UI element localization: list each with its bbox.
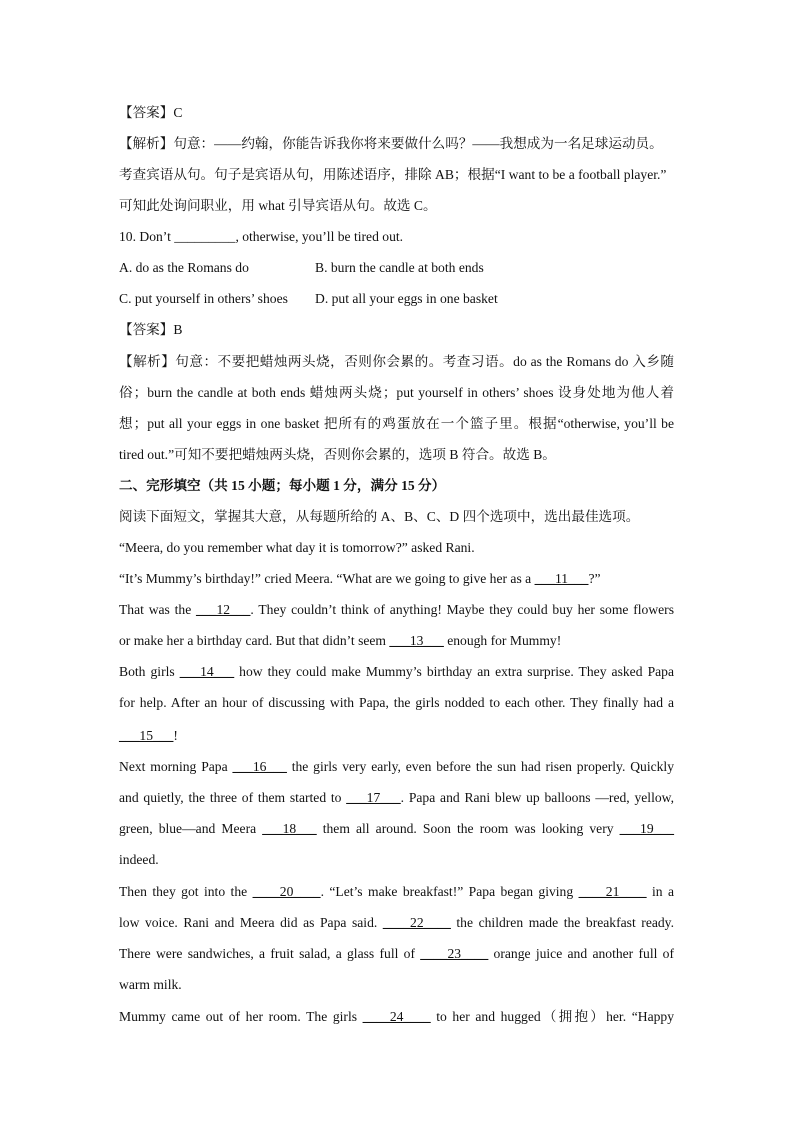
text: . Papa and Rani blew up balloons —red, yellow, (400, 790, 674, 805)
passage-line (119, 601, 674, 619)
text: Mummy came out of her room. The girls (119, 1009, 363, 1024)
text: and quietly, the three of them started to (119, 790, 347, 805)
text: them all around. Soon the room was looking very (316, 821, 620, 836)
answer-label-q9: 【答案】C (119, 105, 183, 120)
option-a: A. do as the Romans do (119, 260, 249, 275)
passage-line (119, 727, 178, 745)
passage-line (119, 758, 674, 776)
question-10-stem (119, 228, 403, 246)
passage-line (119, 789, 674, 807)
blank-23: ____23____ (420, 946, 489, 961)
section-instruction: 阅读下面短文，掌握其大意，从每题所给的 A、B、C、D 四个选项中，选出最佳选项。 (119, 509, 640, 524)
text: Next morning Papa (119, 759, 233, 774)
text: That was the (119, 602, 197, 617)
text: low voice. Rani and Meera did as Papa said. (119, 915, 383, 930)
text: . They couldn’t think of anything! Maybe they could buy her some flowers (250, 602, 674, 617)
option-b: B. burn the candle at both ends (315, 260, 484, 275)
section-title: 二、完形填空（共 15 小题；每小题 1 分，满分 15 分） (119, 478, 446, 493)
analysis-q9-line1: 【解析】句意：——约翰，你能告诉我你将来要做什么吗？——我想成为一名足球运动员。 (119, 136, 663, 151)
analysis-q10-line4: tired out.”可知不要把蜡烛两头烧，否则你会累的，选项 B 符合。故选 B。 (119, 447, 556, 462)
analysis-q9-line3: 可知此处询问职业，用 what 引导宾语从句。故选 C。 (119, 198, 437, 213)
blank-16: ___16___ (232, 759, 287, 774)
passage-line (119, 632, 561, 650)
text: Then they got into the (119, 884, 253, 899)
text: enough for Mummy! (443, 633, 562, 648)
passage-line: “Meera, do you remember what day it is tomorrow?” asked Rani. (119, 540, 475, 555)
answer-label-q10: 【答案】B (119, 322, 183, 337)
passage-line: warm milk. (119, 977, 182, 992)
passage-line (119, 570, 601, 588)
passage-line: for help. After an hour of discussing with Papa, the girls nodded to each other. They finally had a (119, 695, 674, 710)
analysis-q10-line1: 【解析】句意：不要把蜡烛两头烧，否则你会累的。考查习语。do as the Romans do 入乡随 (119, 354, 674, 369)
text: to her and hugged（拥抱）her. “Happy (430, 1009, 675, 1024)
option-d: D. put all your eggs in one basket (315, 291, 498, 306)
blank-20: ____20____ (252, 884, 321, 899)
text: the girls very early, even before the sun had risen properly. Quickly (286, 759, 674, 774)
option-c: C. put yourself in others’ shoes (119, 291, 288, 306)
blank-17: ___17___ (346, 790, 401, 805)
text: how they could make Mummy’s birthday an extra surprise. They asked Papa (234, 664, 674, 679)
passage-line: indeed. (119, 852, 159, 867)
blank-19: ___19___ (619, 821, 674, 836)
text: in a (646, 884, 675, 899)
text: . “Let’s make breakfast!” Papa began giving (320, 884, 579, 899)
passage-line (119, 1008, 674, 1026)
text: or make her a birthday card. But that didn’t seem (119, 633, 390, 648)
passage-line (119, 820, 674, 838)
text: There were sandwiches, a fruit salad, a glass full of (119, 946, 421, 961)
blank-24: ____24____ (362, 1009, 431, 1024)
passage-line (119, 914, 674, 932)
text: ! (173, 728, 178, 743)
analysis-q9-line2: 考查宾语从句。句子是宾语从句，用陈述语序，排除 AB；根据“I want to be a football player.” (119, 167, 667, 182)
text: ?” (588, 571, 601, 586)
blank-15: ___15___ (119, 728, 174, 743)
passage-line (119, 883, 674, 901)
stem-pre: 10. Don’t (119, 229, 175, 244)
blank-12: ___12___ (196, 602, 251, 617)
passage-line (119, 945, 674, 963)
blank: _________ (174, 229, 236, 244)
text: green, blue—and Meera (119, 821, 263, 836)
blank-21: ____21____ (578, 884, 647, 899)
stem-post: , otherwise, you’ll be tired out. (235, 229, 404, 244)
text: “It’s Mummy’s birthday!” cried Meera. “What are we going to give her as a (119, 571, 535, 586)
blank-13: ___13___ (389, 633, 444, 648)
blank-14: ___14___ (179, 664, 235, 679)
passage-line (119, 663, 674, 681)
analysis-q10-line3: 想；put all your eggs in one basket 把所有的鸡蛋放在一个篮子里。根据“otherwise, you’ll be (119, 416, 674, 431)
text: orange juice and another full of (488, 946, 674, 961)
blank-11: ___11___ (534, 571, 589, 586)
text: Both girls (119, 664, 180, 679)
blank-22: ____22____ (382, 915, 451, 930)
analysis-q10-line2: 俗；burn the candle at both ends 蜡烛两头烧；put yourself in others’ shoes 设身处地为他人着 (119, 385, 674, 400)
blank-18: ___18___ (262, 821, 317, 836)
text: the children made the breakfast ready. (450, 915, 674, 930)
